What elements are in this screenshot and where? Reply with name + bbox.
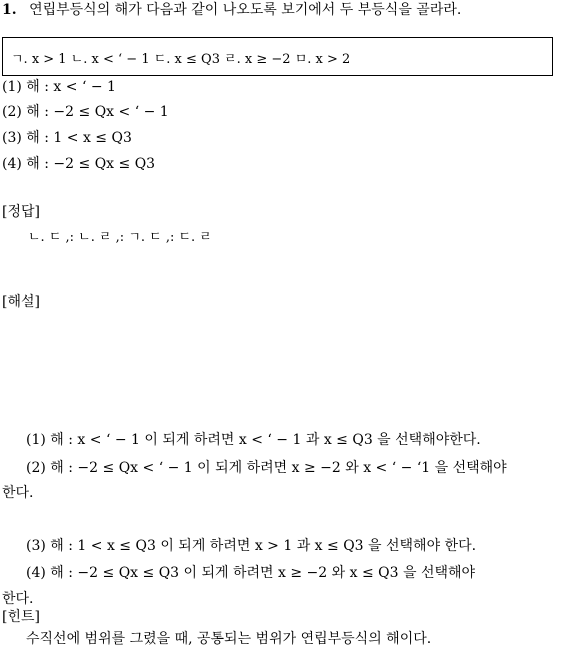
choices-text: ㄱ. x > 1 ㄴ. x < ‘ − 1 ㄷ. x ≤ Q3 ㄹ. x ≥ −2 ㅁ. x > 2 bbox=[11, 52, 351, 67]
sub-question-1: (1) 해 : x < ‘ − 1 bbox=[2, 79, 116, 95]
sub-question-3: (3) 해 : 1 < x ≤ Q3 bbox=[2, 130, 132, 146]
explanation-line-4: (4) 해 : −2 ≤ Qx ≤ Q3 이 되게 하려면 x ≥ −2 와 x ≤ Q3 을 선택해야 bbox=[26, 565, 476, 581]
question-number: 1. bbox=[2, 2, 17, 18]
explanation-line-2-cont: 한다. bbox=[2, 485, 34, 501]
explanation-line-4-cont: 한다. bbox=[2, 591, 34, 607]
question-text: 연립부등식의 해가 다음과 같이 나오도록 보기에서 두 부등식을 골라라. bbox=[29, 2, 462, 18]
explanation-line-1: (1) 해 : x < ‘ − 1 이 되게 하려면 x < ‘ − 1 과 x ≤ Q3 을 선택해야한다. bbox=[26, 432, 481, 448]
choices-box bbox=[2, 37, 553, 76]
explanation-label: [해설] bbox=[2, 294, 40, 310]
question bbox=[2, 1, 461, 19]
hint-text: 수직선에 범위를 그렸을 때, 공통되는 범위가 연립부등식의 해이다. bbox=[26, 631, 432, 647]
hint-label: [힌트] bbox=[2, 609, 40, 625]
answer-label: [정답] bbox=[2, 204, 40, 220]
explanation-line-3: (3) 해 : 1 < x ≤ Q3 이 되게 하려면 x > 1 과 x ≤ Q3 을 선택해야 한다. bbox=[26, 538, 477, 554]
sub-question-4: (4) 해 : −2 ≤ Qx ≤ Q3 bbox=[2, 156, 156, 172]
explanation-line-2: (2) 해 : −2 ≤ Qx < ‘ − 1 이 되게 하려면 x ≥ −2 와 x < ‘ − ‘1 을 선택해야 bbox=[26, 460, 507, 476]
answer-text: ㄴ. ㄷ ,: ㄴ. ㄹ ,: ㄱ. ㄷ ,: ㄷ. ㄹ bbox=[28, 230, 212, 245]
sub-question-2: (2) 해 : −2 ≤ Qx < ‘ − 1 bbox=[2, 104, 169, 120]
